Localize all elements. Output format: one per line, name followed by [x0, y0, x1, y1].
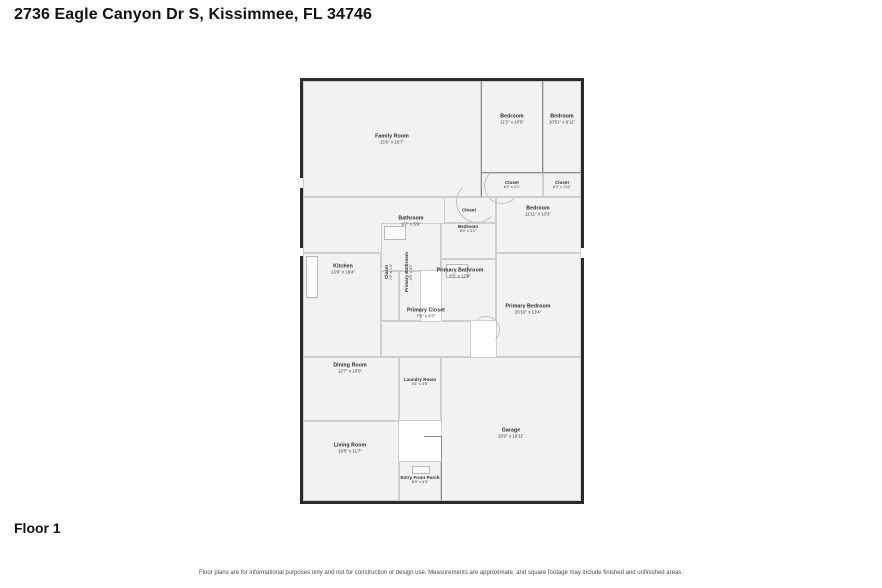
label-kitchen: Kitchen 13'8" x 18'4"	[330, 263, 356, 275]
divider-bed1-bed2	[542, 81, 543, 173]
label-garage: Garage 19'2" x 19'11"	[497, 427, 525, 439]
label-bathroom: Bathroom 9'2" x 5'9"	[398, 215, 424, 227]
kitchen-counter-fixture	[306, 256, 318, 298]
label-primary-bathroom: Primary Bathroom 8'5" x 12'4"	[436, 267, 484, 279]
label-closet-4: Closet 7'2" x 1'4"	[384, 263, 394, 281]
label-bedroom-2: Bedroom 10'51" x 8'11"	[548, 113, 576, 125]
room-living-room	[303, 421, 399, 501]
label-closet-2: Closet 8'3" x 1'11"	[552, 180, 572, 190]
label-closet-3: Closet	[461, 207, 477, 213]
door-arc-primary	[472, 316, 500, 344]
label-dining-room: Dining Room 12'7" x 10'0"	[333, 362, 367, 374]
page-title: 2736 Eagle Canyon Dr S, Kissimmee, FL 34746	[14, 6, 372, 23]
label-bedroom-1: Bedroom 11'5" x 10'5"	[500, 113, 524, 125]
garage-door-line	[441, 436, 442, 501]
label-primary-bathroom-2: Primary Bathroom 2'6" x 3'1"	[404, 252, 414, 292]
wall-right-lower	[581, 258, 584, 504]
label-entry-front-porch: Entry Front Porch 6'9" x 4'3"	[400, 475, 440, 485]
disclaimer-text: Floor plans are for informational purposes only and not for construction or design use. Measurements are approximate, and square footage may include finished and unfinished areas.	[199, 570, 683, 576]
bathroom-tub-fixture	[384, 226, 406, 240]
floor-label: Floor 1	[14, 520, 61, 536]
label-bedroom-3: Bedroom 11'11" x 10'3"	[525, 205, 551, 217]
room-bedroom-1	[481, 81, 543, 173]
label-bedroom-4: Bedroom 5'9" x 3'1"	[458, 224, 478, 234]
room-primary-closet	[381, 321, 471, 357]
label-family-room: Family Room 15'6" x 16'7"	[375, 133, 409, 145]
label-laundry-room: Laundry Room 5'1" x 3'6"	[403, 377, 437, 387]
floor-plan-diagram	[296, 76, 588, 514]
room-laundry-room	[399, 357, 441, 421]
room-bedroom-2	[543, 81, 581, 173]
label-living-room: Living Room 19'5" x 11'7"	[333, 442, 367, 454]
wall-right-upper	[581, 78, 584, 248]
label-closet-1: Closet 8'2" x 2'1"	[503, 180, 521, 190]
divider-family-bed1	[481, 81, 482, 197]
entry-steps-icon	[412, 466, 430, 474]
wall-bottom	[300, 501, 584, 504]
label-primary-bedroom: Primary Bedroom 20'10" x 13'4"	[505, 303, 551, 315]
garage-step-line	[424, 436, 441, 437]
label-primary-closet: Primary Closet 7'0" x 4'7"	[406, 307, 446, 319]
